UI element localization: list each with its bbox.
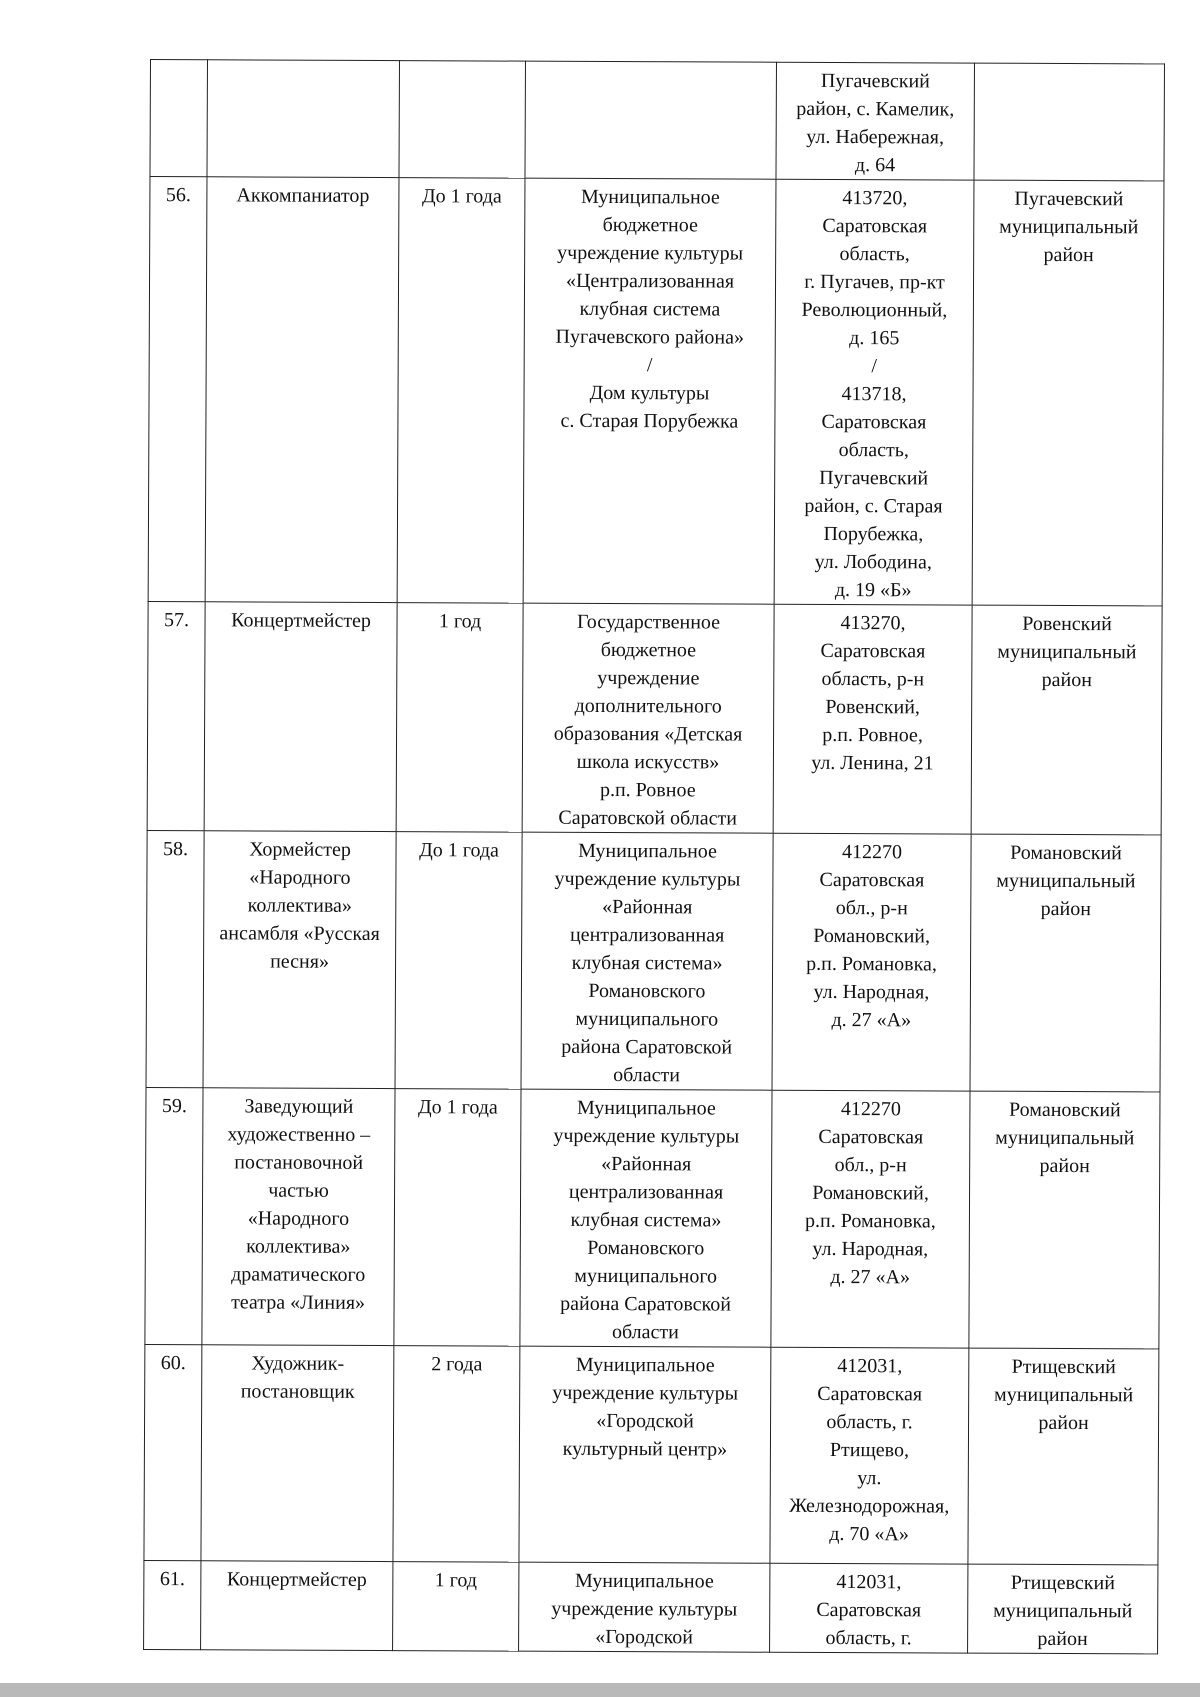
organization-cell: Муниципальное бюджетное учреждение культуры «Централизованная клубная система Пугачевского района» / Дом культуры с. Старая Порубежка bbox=[523, 178, 776, 604]
table-row bbox=[147, 601, 1162, 834]
table-row bbox=[150, 60, 1165, 181]
table-row bbox=[146, 830, 1161, 1091]
address-cell: 412031, Саратовская область, г. bbox=[770, 1563, 968, 1653]
position-cell: Аккомпаниатор bbox=[205, 177, 399, 603]
position-cell: Хормейстер «Народного коллектива» ансамбля «Русская песня» bbox=[203, 831, 396, 1089]
row-number: 57. bbox=[147, 601, 205, 830]
address-cell: Пугачевский район, с. Камелик, ул. Набережная, д. 64 bbox=[776, 62, 975, 180]
position-cell: Концертмейстер bbox=[201, 1561, 393, 1651]
address-cell: 412270 Саратовская обл., р-н Романовский, р.п. Романовка, ул. Народная, д. 27 «А» bbox=[772, 833, 971, 1091]
address-cell: 412031, Саратовская область, г. Ртищево, ул. Железнодорожная, д. 70 «А» bbox=[770, 1347, 969, 1564]
position-cell: Заведующий художественно – постановочной частью «Народного коллектива» драматического театра «Линия» bbox=[202, 1088, 395, 1346]
row-number bbox=[150, 60, 208, 177]
address-cell: 413270, Саратовская область, р-н Ровенский, р.п. Ровное, ул. Ленина, 21 bbox=[773, 604, 972, 834]
row-number: 61. bbox=[144, 1560, 201, 1649]
organization-cell: Государственное бюджетное учреждение дополнительного образования «Детская школа искусств» р.п. Ровное Саратовской области bbox=[522, 603, 774, 833]
organization-cell: Муниципальное учреждение культуры «Городской bbox=[519, 1562, 770, 1652]
term-cell bbox=[399, 61, 526, 179]
organization-cell: Муниципальное учреждение культуры «Районная централизованная клубная система» Романовского муниципального района Саратовской области bbox=[521, 832, 773, 1090]
term-cell: 1 год bbox=[396, 603, 523, 833]
table-row bbox=[148, 177, 1164, 606]
position-cell bbox=[207, 60, 400, 178]
row-number: 60. bbox=[144, 1344, 202, 1560]
row-number: 56. bbox=[148, 177, 207, 602]
district-cell bbox=[974, 63, 1165, 181]
term-cell: До 1 года bbox=[394, 1089, 521, 1347]
row-number: 59. bbox=[145, 1087, 203, 1344]
page-bottom-edge bbox=[0, 1683, 1200, 1697]
term-cell: 2 года bbox=[393, 1346, 520, 1563]
district-cell: Пугачевский муниципальный район bbox=[972, 180, 1164, 606]
district-cell: Ртищевский муниципальный район bbox=[968, 1564, 1158, 1654]
term-cell: До 1 года bbox=[397, 178, 525, 604]
position-cell: Концертмейстер bbox=[204, 602, 397, 832]
position-cell: Художник- постановщик bbox=[201, 1345, 394, 1562]
organization-cell: Муниципальное учреждение культуры «Районная централизованная клубная система» Романовского муниципального района Саратовской области bbox=[520, 1089, 772, 1347]
district-cell: Ровенский муниципальный район bbox=[971, 605, 1162, 835]
table-row bbox=[144, 1560, 1158, 1653]
organization-cell bbox=[525, 61, 777, 179]
table-row bbox=[144, 1344, 1159, 1564]
address-cell: 413720, Саратовская область, г. Пугачев, пр-кт Революционный, д. 165 / 413718, Саратовская область, Пугачевский район, с. Старая Порубежка, ул. Лободина, д. 19 «Б» bbox=[774, 179, 974, 605]
term-cell: 1 год bbox=[393, 1562, 519, 1652]
district-cell: Романовский муниципальный район bbox=[970, 834, 1161, 1092]
table-row bbox=[145, 1087, 1160, 1348]
term-cell: До 1 года bbox=[395, 832, 522, 1090]
row-number: 58. bbox=[146, 830, 204, 1087]
organization-cell: Муниципальное учреждение культуры «Городской культурный центр» bbox=[519, 1346, 771, 1563]
district-cell: Ртищевский муниципальный район bbox=[968, 1348, 1159, 1565]
vacancy-table bbox=[143, 59, 1165, 1654]
address-cell: 412270 Саратовская обл., р-н Романовский, р.п. Романовка, ул. Народная, д. 27 «А» bbox=[771, 1090, 970, 1348]
district-cell: Романовский муниципальный район bbox=[969, 1091, 1160, 1349]
